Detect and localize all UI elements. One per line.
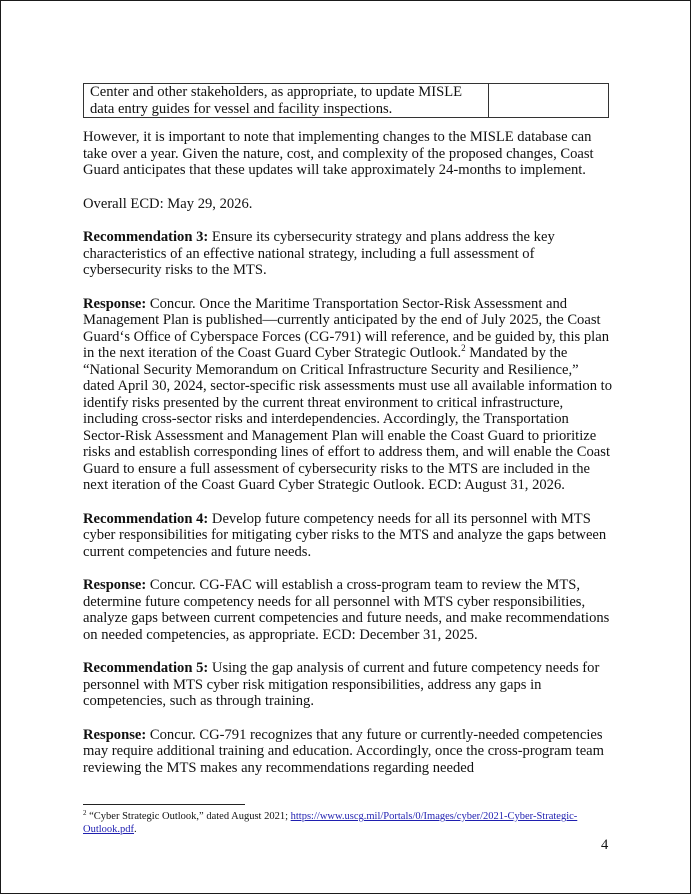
response-text-a: Concur. Once the Maritime Transportation Sector-Risk Assessment and Management Plan is published—currently anticipated by the end of July 2025, the Coast Guard‘s Office of Cyberspace Forces (CG-791) will reference, and be guided by, this plan in the next iteration of the Coast Guard Cyber Strategic Outlook.: [83, 295, 610, 361]
response-text: Concur. CG-791 recognizes that any future or currently-needed competencies may require additional training and education. Accordingly, once the cross-program team reviewing the MTS makes any recommendations regarding needed: [83, 726, 605, 776]
recommendation-5: [83, 660, 613, 710]
footnote-trailing: .: [134, 823, 137, 835]
table-row: [84, 84, 609, 118]
recommendation-text: Ensure its cybersecurity strategy and plans address the key characteristics of an effective national strategy, including a full assessment of cybersecurity risks to the MTS.: [83, 229, 555, 278]
footnote-separator: [83, 804, 245, 805]
recommendation-label: Recommendation 4:: [83, 510, 209, 527]
recommendation-label: Recommendation 3:: [83, 229, 209, 245]
recommendation-text: Using the gap analysis of current and future competency needs for personnel with MTS cyber risk mitigation responsibilities, address any gaps in competencies, such as through training.: [83, 660, 600, 709]
recommendation-label: Recommendation 5:: [83, 660, 209, 676]
table-cell-action: Center and other stakeholders, as appropriate, to update MISLE data entry guides for vessel and facility inspections.: [84, 84, 489, 118]
recommendation-text: Develop future competency needs for all its personnel with MTS cyber responsibilities for mitigating cyber risks to the MTS and analyze the gaps between current competencies and future needs.: [83, 510, 607, 560]
response-5: [83, 727, 613, 777]
footnote-reference[interactable]: 2: [461, 343, 466, 353]
misle-paragraph: However, it is important to note that implementing changes to the MISLE database can take over a year. Given the nature, cost, and complexity of the proposed changes, Coast Guard anticipates that these updates will take approximately 24-months to implement.: [83, 129, 594, 178]
footnote: [83, 811, 603, 836]
body-text: [83, 129, 613, 793]
page-number: 4: [601, 837, 609, 853]
footnote-link[interactable]: https://www.uscg.mil/Portals/0/Images/cyber/2021-Cyber-Strategic-Outlook.pdf: [83, 811, 578, 835]
recommendation-3: [83, 229, 613, 279]
footnote-number: 2: [83, 809, 87, 817]
footnote-text: “Cyber Strategic Outlook,” dated August 2021;: [86, 811, 291, 822]
recommendation-4: [83, 511, 613, 561]
response-label: Response:: [83, 577, 147, 593]
response-text: Concur. CG-FAC will establish a cross-program team to review the MTS, determine future competency needs for all personnel with MTS cyber responsibilities, analyze gaps between current competencies and future needs, and make recommendations on needed competencies, as appropriate. ECD: December 31, 2025.: [83, 577, 610, 643]
response-label: Response:: [83, 295, 147, 312]
recommendation-table: [83, 83, 609, 118]
response-4: [83, 577, 613, 643]
response-text-b: Mandated by the “National Security Memorandum on Critical Infrastructure Security and Resilience,” dated April 30, 2024, sector-specific risk assessments must use all available information to identify risks presented by the current threat environment to critical infrastructure, including cross-sector risks and interdependencies. Accordingly, the Transportation Sector-Risk Assessment and Management Plan will enable the Coast Guard to prioritize risks and establish corresponding lines of effort to address them, and will enable the Coast Guard to ensure a full assessment of cybersecurity risks to the MTS are included in the next iteration of the Coast Guard Cyber Strategic Outlook. ECD: August 31, 2026.: [83, 345, 613, 493]
table-cell-empty: [489, 84, 609, 118]
response-label: Response:: [83, 726, 147, 743]
overall-ecd: Overall ECD: May 29, 2026.: [83, 195, 253, 212]
response-3: [83, 296, 613, 494]
